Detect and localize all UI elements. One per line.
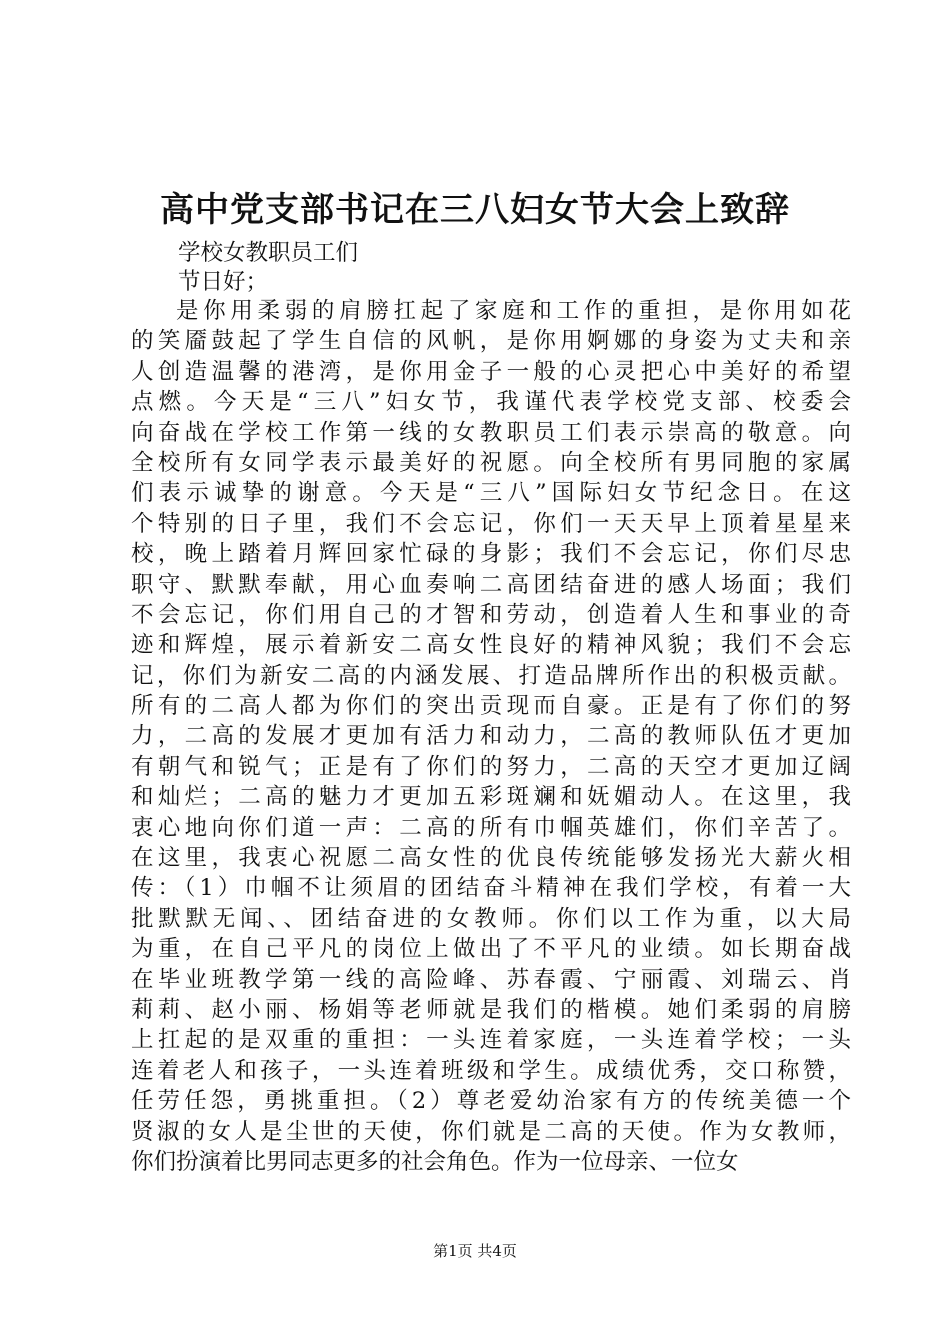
salutation: 学校女教职员工们 <box>178 240 359 266</box>
body-line: 人创造温馨的港湾，是你用金子一般的心灵把心中美好的希望 <box>131 358 851 385</box>
body-line: 职守、默默奉献，用心血奏响二高团结奋进的感人场面；我们 <box>131 571 851 598</box>
body-line: 全校所有女同学表示最美好的祝愿。向全校所有男同胞的家属 <box>131 449 851 476</box>
body-paragraph <box>131 296 851 1177</box>
body-line: 有朝气和锐气；正是有了你们的努力，二高的天空才更加辽阔 <box>131 753 851 780</box>
page-indicator: 第1页 共4页 <box>433 1242 517 1260</box>
body-line: 迹和辉煌，展示着新安二高女性良好的精神风貌；我们不会忘 <box>131 632 851 659</box>
body-line: 你们扮演着比男同志更多的社会角色。作为一位母亲、一位女 <box>131 1148 739 1175</box>
body-line: 在这里，我衷心祝愿二高女性的优良传统能够发扬光大薪火相 <box>131 845 851 872</box>
body-line: 在毕业班教学第一线的高险峰、苏春霞、宁丽霞、刘瑞云、肖 <box>131 966 851 993</box>
body-line: 连着老人和孩子，一头连着班级和学生。成绩优秀，交口称赞， <box>131 1057 851 1084</box>
body-line: 个特别的日子里，我们不会忘记，你们一天天早上顶着星星来 <box>131 510 851 537</box>
document-title: 高中党支部书记在三八妇女节大会上致辞 <box>160 190 790 230</box>
body-line: 任劳任怨，勇挑重担。（2）尊老爱幼治家有方的传统美德一个 <box>131 1088 851 1115</box>
body-line: 力，二高的发展才更加有活力和动力，二高的教师队伍才更加 <box>131 723 851 750</box>
body-line: 上扛起的是双重的重担：一头连着家庭，一头连着学校；一头 <box>131 1027 851 1054</box>
body-line: 贤淑的女人是尘世的天使，你们就是二高的天使。作为女教师， <box>131 1118 851 1145</box>
body-line: 的笑靥鼓起了学生自信的风帆，是你用婀娜的身姿为丈夫和亲 <box>131 328 851 355</box>
body-line: 不会忘记，你们用自己的才智和劳动，创造着人生和事业的奇 <box>131 601 851 628</box>
body-line: 批默默无闻、、团结奋进的女教师。你们以工作为重，以大局 <box>131 905 851 932</box>
body-line: 衷心地向你们道一声：二高的所有巾帼英雄们，你们辛苦了。 <box>131 814 851 841</box>
body-line: 莉莉、赵小丽、杨娟等老师就是我们的楷模。她们柔弱的肩膀 <box>131 996 851 1023</box>
body-line: 点燃。今天是“三八”妇女节，我谨代表学校党支部、校委会 <box>131 389 851 416</box>
body-line: 所有的二高人都为你们的突出贡现而自豪。正是有了你们的努 <box>131 693 851 720</box>
body-line: 向奋战在学校工作第一线的女教职员工们表示崇高的敬意。向 <box>131 419 851 446</box>
greeting-line: 节日好； <box>178 269 269 295</box>
body-line: 为重，在自己平凡的岗位上做出了不平凡的业绩。如长期奋战 <box>131 936 851 963</box>
body-line: 们表示诚挚的谢意。今天是“三八”国际妇女节纪念日。在这 <box>131 480 851 507</box>
body-line: 和灿烂；二高的魅力才更加五彩斑斓和妩媚动人。在这里，我 <box>131 784 851 811</box>
body-line: 传：（1）巾帼不让须眉的团结奋斗精神在我们学校，有着一大 <box>131 875 851 902</box>
body-line: 校，晚上踏着月辉回家忙碌的身影；我们不会忘记，你们尽忠 <box>131 541 851 568</box>
body-line: 是你用柔弱的肩膀扛起了家庭和工作的重担，是你用如花 <box>176 298 851 324</box>
body-line: 记，你们为新安二高的内涵发展、打造品牌所作出的积极贡献。 <box>131 662 851 689</box>
